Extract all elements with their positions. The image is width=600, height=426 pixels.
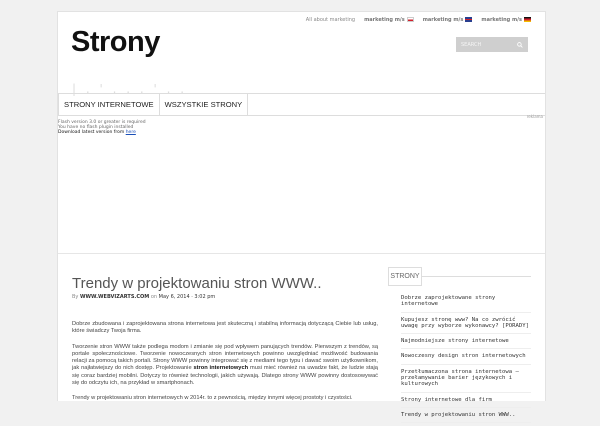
sidebar-post-list bbox=[401, 294, 531, 426]
decorative-dots: | . ' . . . ' . . bbox=[72, 82, 188, 96]
post-meta bbox=[72, 294, 215, 300]
sidebar-title-line bbox=[422, 276, 531, 277]
sidebar-post-link[interactable]: Najmodniejsze strony internetowe bbox=[401, 337, 531, 349]
lang-link-label: marketing m/s bbox=[481, 17, 522, 23]
post-date: May 6, 2014 · 3:02 pm bbox=[158, 294, 216, 300]
page-container bbox=[57, 11, 546, 418]
lang-link-en[interactable] bbox=[423, 17, 473, 23]
nav-item-strony-internetowe[interactable]: STRONY INTERNETOWE bbox=[58, 94, 160, 115]
main-nav bbox=[58, 93, 545, 116]
ad-label: reklama bbox=[526, 114, 543, 119]
search-input[interactable] bbox=[461, 42, 511, 48]
nav-item-wszystkie-strony[interactable]: WSZYSTKIE STRONY bbox=[160, 94, 249, 115]
lang-link-de[interactable] bbox=[481, 17, 531, 23]
post-paragraph-2 bbox=[72, 344, 378, 388]
site-title[interactable]: Strony bbox=[71, 26, 160, 58]
pl-flag-icon bbox=[407, 17, 414, 22]
lang-link-label: marketing m/s bbox=[422, 17, 464, 23]
search-box bbox=[456, 37, 528, 52]
post-keyword-link[interactable]: stron internetowych bbox=[193, 365, 249, 372]
sidebar-post-link[interactable]: Przetłumaczona strona internetowa – przełamywanie barier językowych i kulturowych bbox=[401, 368, 531, 393]
sidebar-widget-title: STRONY bbox=[388, 267, 422, 286]
sidebar-post-link[interactable]: Nowoczesny design stron internetowych bbox=[401, 352, 531, 364]
meta-on: on bbox=[150, 294, 158, 300]
post-author-link[interactable]: WWW.WEBVIZARTS.COM bbox=[79, 294, 150, 300]
post-title[interactable]: Trendy w projektowaniu stron WWW.. bbox=[72, 275, 322, 292]
uk-flag-icon bbox=[465, 17, 472, 22]
post-paragraph-2-text-b: musi mieć również na uwadze fakt, że ludzie stają się coraz bardziej mobilni. Dotyczy to również technologii, jakich używają. Dlatego strony WWW powinny dostosowywać się do odczytu ich, na przykład w smartphonach. bbox=[72, 365, 378, 387]
content-divider bbox=[58, 253, 545, 254]
sidebar-post-link[interactable]: Strony internetowe dla firm bbox=[401, 396, 531, 408]
flash-download-link[interactable]: here bbox=[125, 130, 136, 135]
sidebar-post-link[interactable]: Dobrze zaprojektowane strony internetowe bbox=[401, 294, 531, 313]
lang-link-label: marketing m/s bbox=[364, 17, 405, 23]
flash-line-1: Flash version 3.0 or greater is required bbox=[58, 120, 146, 125]
sidebar-post-link[interactable]: Kupujesz stronę www? Na co zwrócić uwagę przy wyborze wykonawcy? [PORADY] bbox=[401, 316, 531, 335]
meta-by: By bbox=[72, 294, 79, 300]
flash-line-2: You have no flash plugin installed bbox=[58, 125, 134, 130]
flash-line-3 bbox=[58, 130, 146, 135]
top-bar bbox=[306, 17, 531, 23]
flash-notice bbox=[58, 120, 146, 135]
post-paragraph-3: Trendy w projektowaniu stron internetowych w 2014r. to z pewnością, między innymi więcej prostoty i czystości. bbox=[72, 395, 353, 402]
post-paragraph-1: Dobrze zbudowana i zaprojektowana strona internetowa jest skuteczną i stabilną informacją dotyczącą Ciebie lub usług, które świadczy Twoja firma. bbox=[72, 321, 378, 335]
flash-download-text: Download latest version from bbox=[58, 130, 125, 135]
post-paragraph-2-text-a: Tworzenie stron WWW także podlega modom i zmianie się pod wpływem panujących trendów. Pierwszym z trendów, są portale społecznościowe. Tworzenie nowoczesnych stron internetowych powinno uwzględniać możliwość budowania relacji za pomocą takich portali. Strony WWW powinny integrować się z mediami tego typu i dawać swoim użytkownikom, jak najłatwiejszy do nich dostęp. Projektowanie bbox=[72, 343, 378, 372]
lang-link-pl[interactable] bbox=[364, 17, 414, 23]
sidebar-post-link[interactable]: Trendy w projektowaniu stron WWW.. bbox=[401, 411, 531, 423]
de-flag-icon bbox=[524, 17, 531, 22]
post-body bbox=[72, 321, 378, 411]
about-text: All about marketing bbox=[305, 17, 356, 23]
search-icon[interactable] bbox=[517, 42, 523, 48]
